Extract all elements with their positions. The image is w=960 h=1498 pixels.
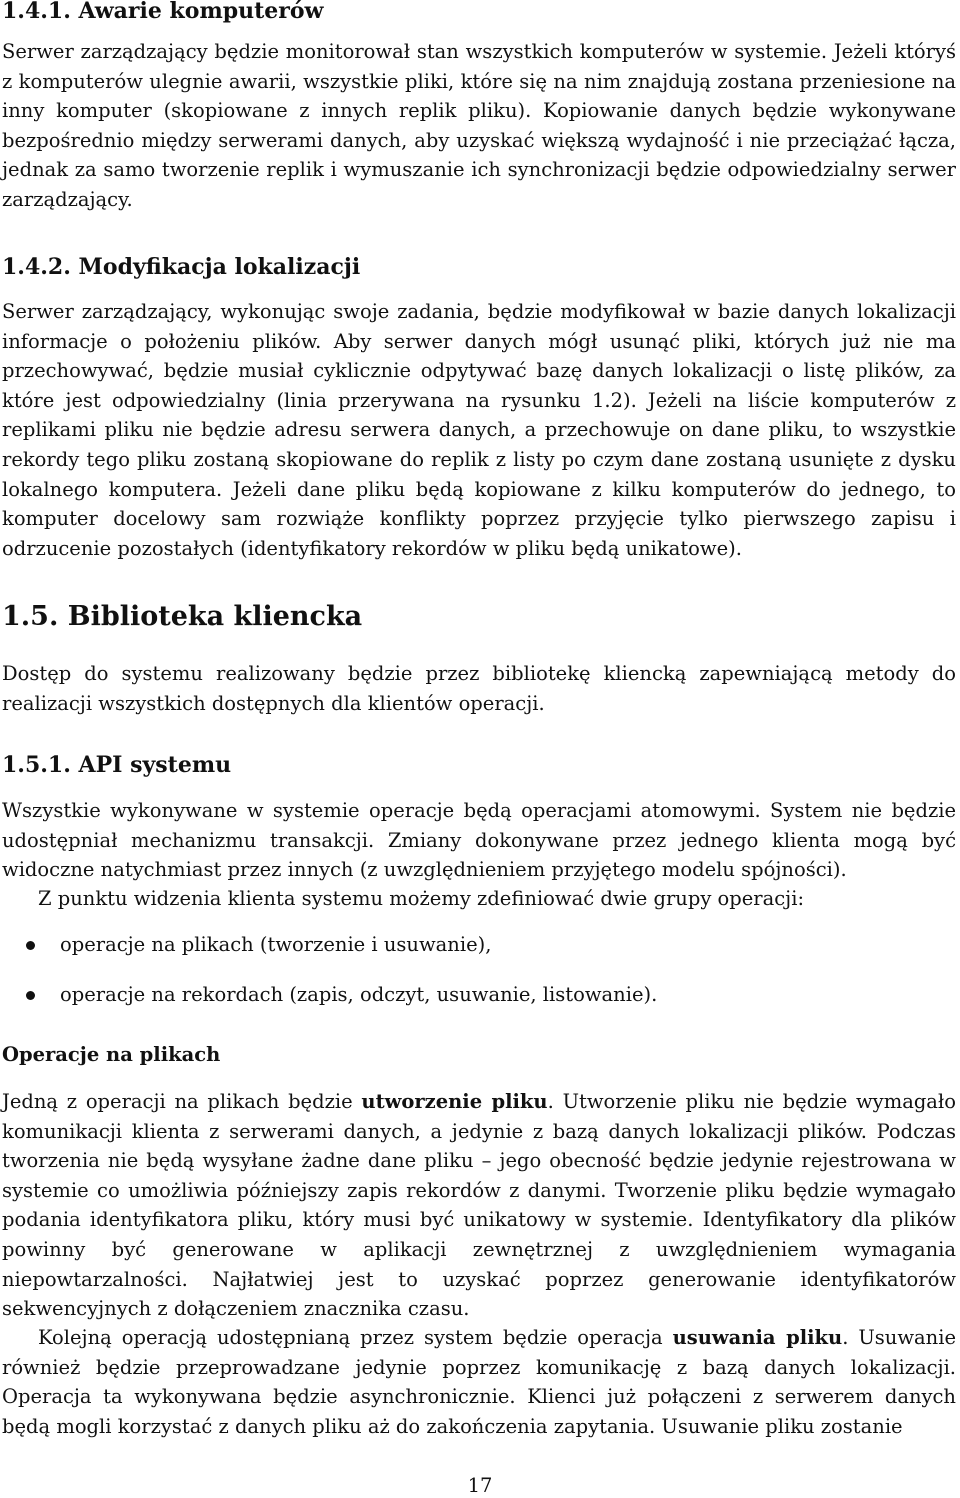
bold-term-utworzenie: utworzenie pliku <box>361 1090 548 1113</box>
paragraph-text: Kolejną operacją udostępnianą przez system będzie operacja <box>38 1326 673 1349</box>
bullet-icon <box>26 991 35 1000</box>
section-heading-modyfikacja: 1.4.2. Modyfikacja lokalizacji <box>2 254 361 280</box>
bullet-icon <box>26 941 35 950</box>
list-item <box>2 980 956 1010</box>
paragraph-api-intro: Z punktu widzenia klienta systemu możemy zdefiniować dwie grupy operacji: <box>38 887 805 910</box>
paragraph-text: . Usuwanie również będzie przeprowadzane jedynie poprzez komunikację z bazą danych lokalizacji. Operacja ta wykonywana będzie asynchronicznie. Klienci już połączeni z serwerem danych będą mogli korzystać z danych pliku aż do zakończenia zapytania. Usuwanie pliku zostanie <box>2 1326 956 1438</box>
paragraph-utworzenie <box>2 1087 956 1324</box>
list-item <box>2 930 956 960</box>
page-number: 17 <box>467 1474 493 1497</box>
paragraph-awarie: Serwer zarządzający będzie monitorował stan wszystkich komputerów w systemie. Jeżeli któryś z komputerów ulegnie awarii, wszystkie pliki, które się na nim znajdują zostana przeniesione na inny komputer (skopiowane z innych replik pliku). Kopiowanie danych będzie wykonywane bezpośrednio między serwerami danych, aby uzyskać większą wydajność i nie przeciążać łącza, jednak za samo tworzenie replik i wymuszanie ich synchronizacji będzie odpowiedzialny serwer zarządzający. <box>2 40 956 211</box>
paragraph-heading-operacje: Operacje na plikach <box>2 1043 221 1066</box>
paragraph-api: Wszystkie wykonywane w systemie operacje będą operacjami atomowymi. System nie będzie udostępniał mechanizmu transakcji. Zmiany dokonywane przez jednego klienta mogą być widoczne natychmiast przez innych (z uwzględnieniem przyjętego modelu spójności). <box>2 799 956 882</box>
list-item-text: operacje na rekordach (zapis, odczyt, usuwanie, listowanie). <box>60 982 658 1006</box>
section-heading-awarie: 1.4.1. Awarie komputerów <box>2 0 324 24</box>
paragraph-usuwanie <box>2 1323 956 1441</box>
operation-groups-list <box>2 930 956 1009</box>
section-heading-api: 1.5.1. API systemu <box>2 752 232 778</box>
paragraph-text: . Utworzenie pliku nie będzie wymagało komunikacji klienta z serwerami danych, a jedynie z bazą danych lokalizacji plików. Podczas tworzenia nie będą wysyłane żadne dane pliku – jego obecność będzie jedynie rejestrowana w systemie co umożliwia późniejszy zapis rekordów z danymi. Tworzenie pliku będzie wymagało podania identyfikatora pliku, który musi być unikatowy w systemie. Identyfikatory dla plików powinny być generowane w aplikacji zewnętrznej z uwzględnieniem wymagania niepowtarzalności. Najłatwiej jest to uzyskać poprzez generowanie identyfikatorów sekwencyjnych z dołączeniem znacznika czasu. <box>2 1090 956 1321</box>
bold-term-usuwanie: usuwania pliku <box>672 1326 843 1349</box>
section-heading-biblioteka: 1.5. Biblioteka kliencka <box>2 601 363 632</box>
paragraph-text: Jedną z operacji na plikach będzie <box>2 1090 362 1113</box>
list-item-text: operacje na plikach (tworzenie i usuwanie), <box>60 933 492 956</box>
paragraph-modyfikacja: Serwer zarządzający, wykonując swoje zadania, będzie modyfikował w bazie danych lokalizacji informacje o położeniu plików. Aby serwer danych mógł usunąć pliki, których już nie ma przechowywać, będzie musiał cyklicznie odpytywać bazę danych lokalizacji o listę plików, za które jest odpowiedzialny (linia przerywana na rysunku 1.2). Jeżeli na liście komputerów z replikami pliku nie będzie adresu serwera danych, a przechowuje on dane pliku, to wszystkie rekordy tego pliku zostaną skopiowane do replik z listy po czym dane zostaną usunięte z dysku lokalnego komputera. Jeżeli dane pliku będą kopiowane z kilku komputerów do jednego, to komputer docelowy sam rozwiąże konflikty poprzez przyjęcie tylko pierwszego zapisu i odrzucenie pozostałych (identyfikatory rekordów w pliku będą unikatowe). <box>2 300 956 560</box>
paragraph-biblioteka: Dostęp do systemu realizowany będzie przez bibliotekę kliencką zapewniającą metody do realizacji wszystkich dostępnych dla klientów operacji. <box>2 662 956 715</box>
